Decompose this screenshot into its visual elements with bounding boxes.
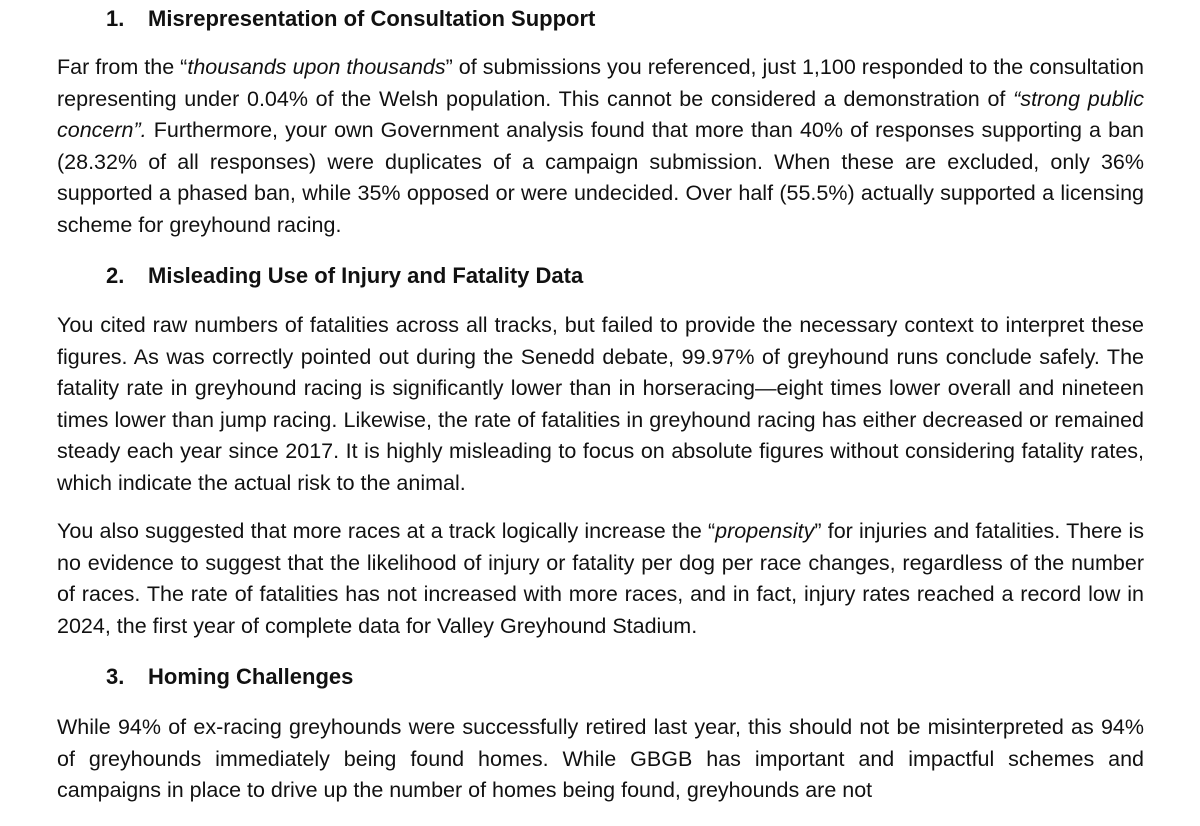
section-2-paragraph-2 — [57, 516, 1144, 642]
italic-quote: “strong public concern”. — [57, 86, 1144, 143]
section-2-heading — [106, 261, 583, 291]
text-segment: You cited raw numbers of fatalities across all tracks, but failed to provide the necessary context to interpret these figures. As was correctly pointed out during the Senedd debate, 99.97% of greyhound runs conclude safely. The fatality rate in greyhound racing is significantly lower than in horseracing—eight times lower overall and nineteen times lower than jump racing. Likewise, the rate of fatalities in greyhound racing has either decreased or remained steady each year since 2017. It is highly misleading to focus on absolute figures without considering fatality rates, which indicate the actual risk to the animal. — [57, 313, 1144, 495]
section-number: 2. — [106, 263, 125, 288]
section-title: Misleading Use of Injury and Fatality Data — [148, 263, 584, 288]
section-2-paragraph-1 — [57, 310, 1144, 500]
section-1-heading — [106, 4, 595, 34]
section-title: Misrepresentation of Consultation Support — [148, 6, 596, 31]
italic-quote: thousands upon thousands — [187, 55, 446, 79]
text-segment: Far from the “ — [57, 55, 188, 79]
italic-quote: propensity — [715, 519, 815, 543]
section-3-paragraph-1 — [57, 712, 1144, 807]
section-1-paragraph-1 — [57, 52, 1144, 242]
text-segment: While 94% of ex-racing greyhounds were successfully retired last year, this should not be misinterpreted as 94% of greyhounds immediately being found homes. While GBGB has important and impactful schemes and campaigns in place to drive up the number of homes being found, greyhounds are not — [57, 715, 1144, 803]
section-number: 3. — [106, 664, 125, 689]
section-3-heading — [106, 662, 353, 692]
text-segment: ” of submissions you referenced, just 1,100 responded to the consultation representing under 0.04% of the Welsh population. This cannot be considered a demonstration of — [57, 55, 1144, 111]
text-segment: ” for injuries and fatalities. There is no evidence to suggest that the likelihood of injury or fatality per dog per race changes, regardless of the number of races. The rate of fatalities has not increased with more races, and in fact, injury rates reached a record low in 2024, the first year of complete data for Valley Greyhound Stadium. — [57, 519, 1144, 638]
section-number: 1. — [106, 6, 125, 31]
text-segment: Furthermore, your own Government analysis found that more than 40% of responses supporting a ban (28.32% of all responses) were duplicates of a campaign submission. When these are excluded, only 36% supported a phased ban, while 35% opposed or were undecided. Over half (55.5%) actually supported a licensing scheme for greyhound racing. — [57, 118, 1144, 237]
text-segment: You also suggested that more races at a track logically increase the “ — [57, 519, 716, 543]
section-title: Homing Challenges — [148, 664, 354, 689]
